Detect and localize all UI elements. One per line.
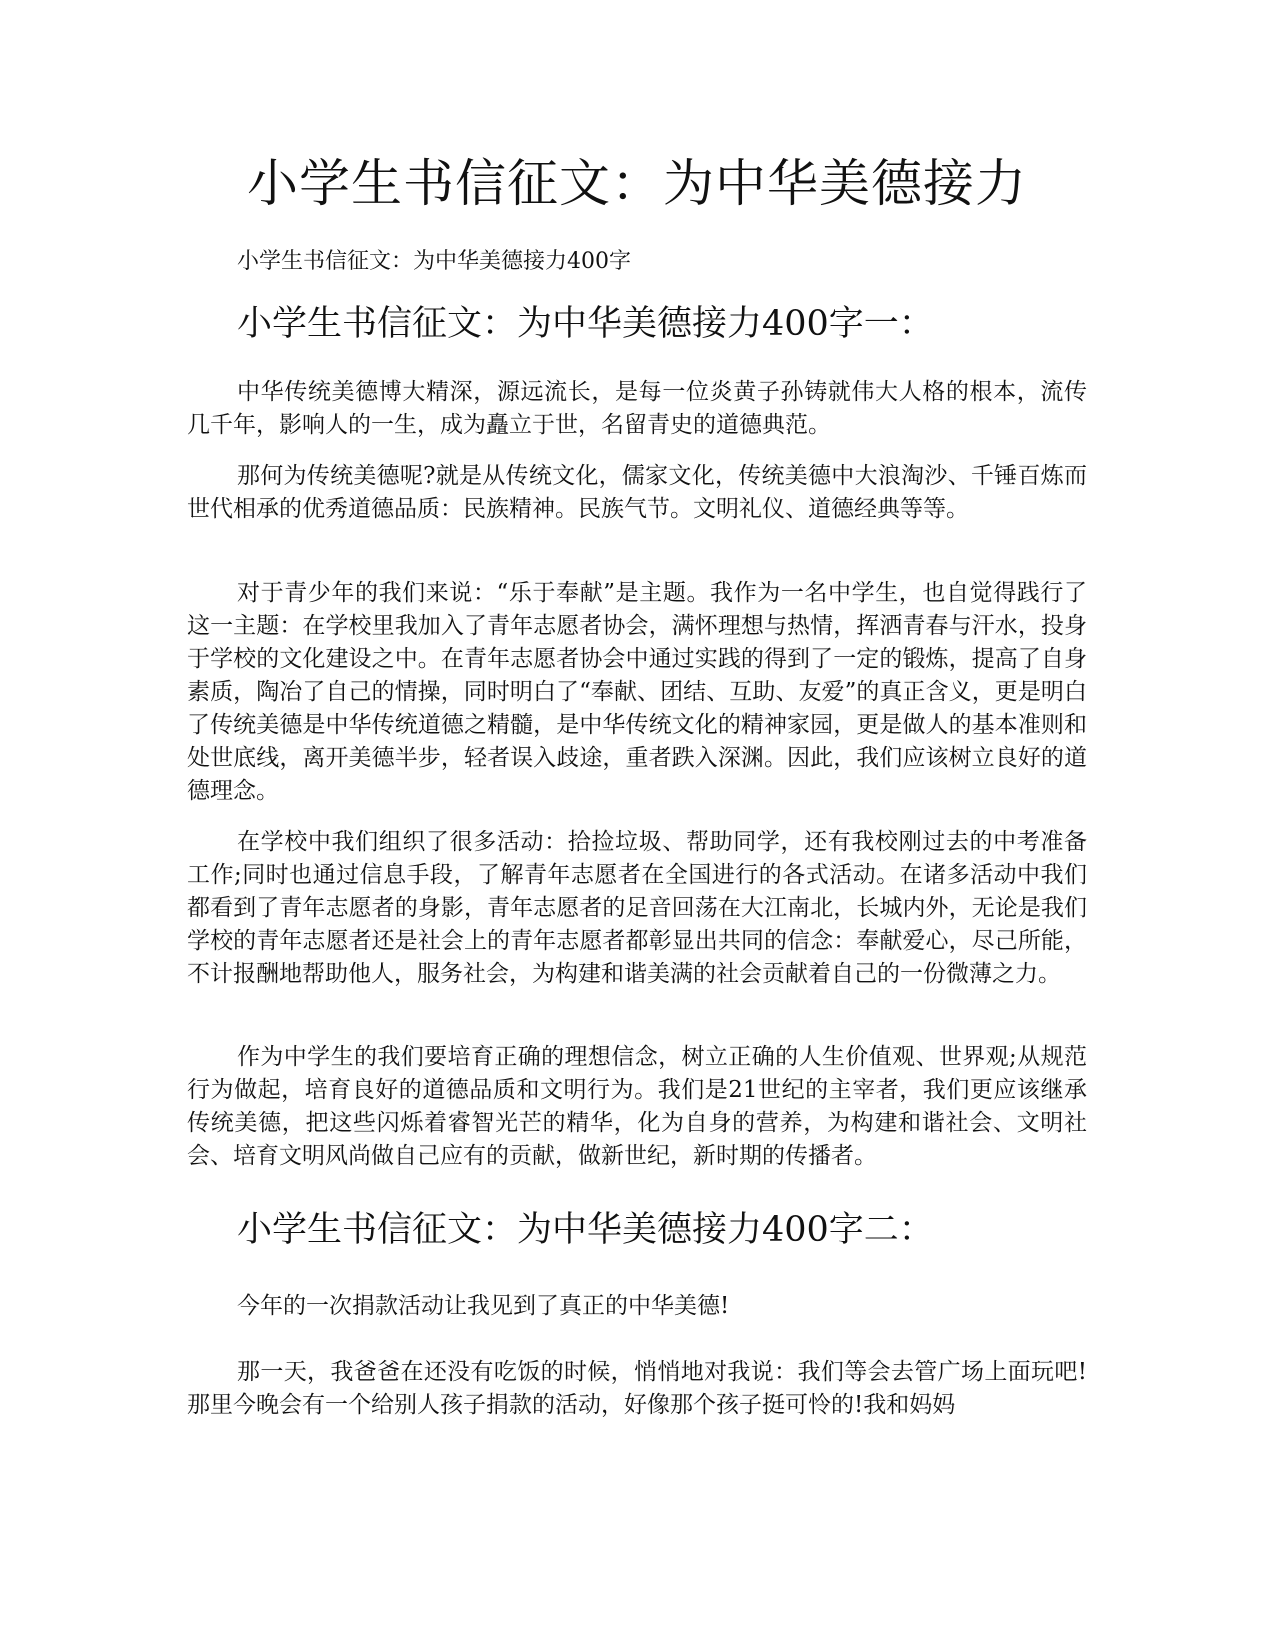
document-title: 小学生书信征文：为中华美德接力 (246, 155, 1027, 214)
section-one-paragraph-5: 作为中学生的我们要培育正确的理想信念，树立正确的人生价值观、世界观;从规范行为做起，培育良好的道德品质和文明行为。我们是21世纪的主宰者，我们更应该继承传统美德，把这些闪烁着睿智光芒的精华，化为自身的营养，为构建和谐社会、文明社会、培育文明风尚做自己应有的贡献，做新世纪，新时期的传播者。 (187, 1044, 1087, 1169)
section-one-heading: 小学生书信征文：为中华美德接力400字一： (237, 304, 934, 344)
section-two-paragraph-1: 今年的一次捐款活动让我见到了真正的中华美德! (237, 1293, 730, 1319)
document-subtitle: 小学生书信征文：为中华美德接力400字 (237, 249, 631, 274)
section-one-paragraph-4: 在学校中我们组织了很多活动：拾捡垃圾、帮助同学，还有我校刚过去的中考准备工作;同时也通过信息手段，了解青年志愿者在全国进行的各式活动。在诸多活动中我们都看到了青年志愿者的身影，青年志愿者的足音回荡在大江南北，长城内外，无论是我们学校的青年志愿者还是社会上的青年志愿者都彰显出共同的信念：奉献爱心，尽己所能，不计报酬地帮助他人，服务社会，为构建和谐美满的社会贡献着自己的一份微薄之力。 (187, 829, 1087, 987)
section-two-heading: 小学生书信征文：为中华美德接力400字二： (237, 1210, 934, 1250)
section-one-paragraph-1: 中华传统美德博大精深，源远流长，是每一位炎黄子孙铸就伟大人格的根本，流传几千年，影响人的一生，成为矗立于世，名留青史的道德典范。 (187, 379, 1087, 438)
section-one-paragraph-2: 那何为传统美德呢?就是从传统文化，儒家文化，传统美德中大浪淘沙、千锤百炼而世代相承的优秀道德品质：民族精神。民族气节。文明礼仪、道德经典等等。 (187, 463, 1087, 522)
section-one-paragraph-3: 对于青少年的我们来说：“乐于奉献”是主题。我作为一名中学生，也自觉得践行了这一主题：在学校里我加入了青年志愿者协会，满怀理想与热情，挥洒青春与汗水，投身于学校的文化建设之中。在青年志愿者协会中通过实践的得到了一定的锻炼，提高了自身素质，陶冶了自己的情操，同时明白了“奉献、团结、互助、友爱”的真正含义，更是明白了传统美德是中华传统道德之精髓，是中华传统文化的精神家园，更是做人的基本准则和处世底线，离开美德半步，轻者误入歧途，重者跌入深渊。因此，我们应该树立良好的道德理念。 (187, 580, 1087, 804)
section-two-paragraph-2: 那一天，我爸爸在还没有吃饭的时候，悄悄地对我说：我们等会去管广场上面玩吧!那里今晚会有一个给别人孩子捐款的活动，好像那个孩子挺可怜的!我和妈妈 (187, 1359, 1087, 1418)
